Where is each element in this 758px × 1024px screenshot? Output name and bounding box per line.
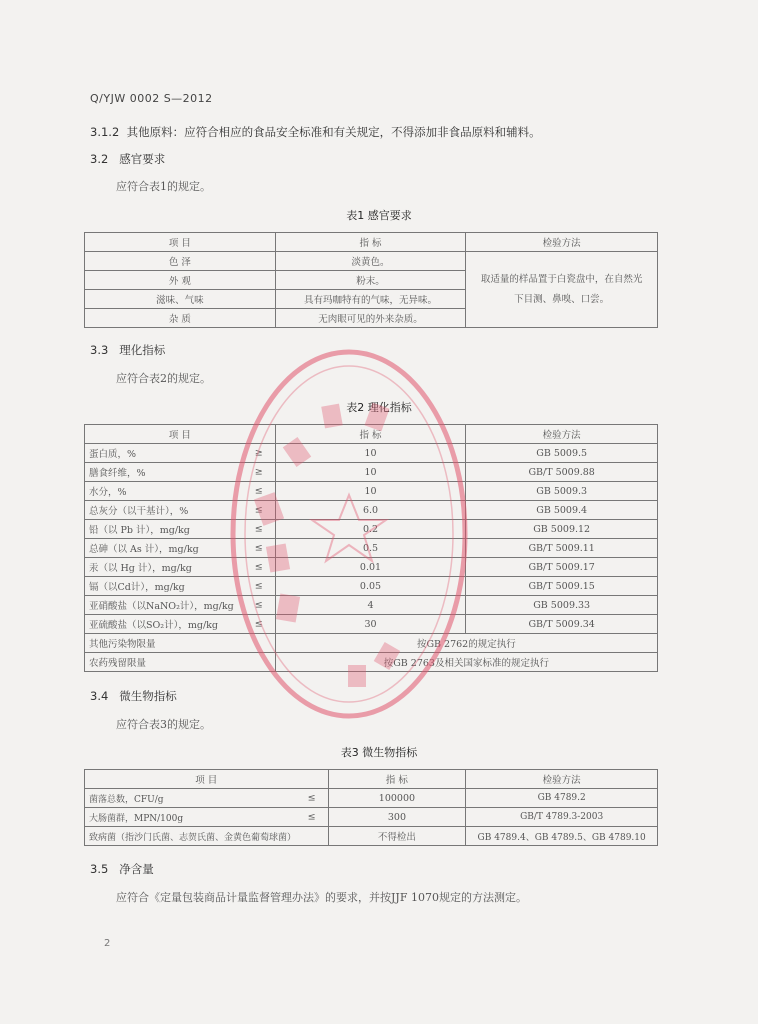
table2-item: 总灰分（以干基计），%: [89, 506, 189, 517]
standard-code: Q/YJW 0002 S—2012: [90, 92, 213, 105]
table2-item-cell: [85, 520, 276, 539]
table2-value: 10: [275, 463, 466, 482]
section-3-4-text: 应符合表3的规定。: [116, 718, 211, 731]
section-3-5-text: 应符合《定量包装商品计量监督管理办法》的要求，并按JJF 1070规定的方法测定。: [116, 891, 527, 904]
table2-method: GB 5009.4: [466, 501, 658, 520]
section-number: 3.5: [90, 862, 109, 876]
table2-method: GB 5009.33: [466, 596, 658, 615]
section-number: 3.2: [90, 152, 109, 166]
table2-item: 其他污染物限量: [85, 634, 276, 653]
table2-value: 10: [275, 482, 466, 501]
table2-item: 镉（以Cd计），mg/kg: [89, 582, 185, 593]
table2-value: 30: [275, 615, 466, 634]
table2-item-cell: [85, 596, 276, 615]
table2-item-cell: [85, 539, 276, 558]
table2-method: GB 5009.3: [466, 482, 658, 501]
table-physicochemical: [84, 424, 658, 672]
table3-method: GB/T 4789.3-2003: [466, 808, 658, 827]
section-3-2-heading: [90, 151, 165, 167]
table2-item-cell: [85, 482, 276, 501]
table2-row: [85, 653, 658, 672]
table1-cell: 无肉眼可见的外来杂质。: [275, 309, 466, 328]
table3-row: [85, 808, 658, 827]
table2-item-cell: [85, 558, 276, 577]
table3-row: [85, 827, 658, 846]
table2-value: 6.0: [275, 501, 466, 520]
table1-method-cell: [466, 252, 658, 328]
table3-item-cell: [85, 789, 329, 808]
table2-span-text: 按GB 2763及相关国家标准的规定执行: [275, 653, 657, 672]
table2-row: [85, 615, 658, 634]
table3-method: GB 4789.2: [466, 789, 658, 808]
table2-method: GB 5009.5: [466, 444, 658, 463]
table2-method: GB/T 5009.15: [466, 577, 658, 596]
comparison-symbol: ≥: [254, 466, 263, 478]
comparison-symbol: ≤: [254, 485, 263, 497]
table2-row: [85, 520, 658, 539]
table2-item: 亚硫酸盐（以SO₂计），mg/kg: [89, 620, 218, 631]
table1-cell: 色 泽: [85, 252, 276, 271]
table3-item: 大肠菌群，MPN/100g: [89, 813, 184, 824]
table1-caption: 表1 感官要求: [346, 209, 412, 222]
clause-text: 其他原料：应符合相应的食品安全标准和有关规定，不得添加非食品原料和辅料。: [126, 125, 541, 139]
table2-item-cell: [85, 501, 276, 520]
table2-row: [85, 444, 658, 463]
section-title: 微生物指标: [119, 689, 177, 703]
table2-value: 10: [275, 444, 466, 463]
table2-row: [85, 539, 658, 558]
table-microbiological: [84, 769, 658, 846]
table1-method-line: 下目测、鼻嗅、口尝。: [514, 293, 610, 305]
table2-header-method: 检验方法: [466, 425, 658, 444]
comparison-symbol: ≤: [254, 542, 263, 554]
section-title: 感官要求: [119, 152, 166, 166]
table2-row: [85, 596, 658, 615]
table3-item: 致病菌（指沙门氏菌、志贺氏菌、金黄色葡萄球菌）: [89, 832, 297, 843]
section-number: 3.3: [90, 343, 109, 357]
table2-value: 0.05: [275, 577, 466, 596]
table3-value: 100000: [328, 789, 466, 808]
comparison-symbol: ≤: [254, 561, 263, 573]
table2-header-item: 项 目: [85, 425, 276, 444]
table3-caption: 表3 微生物指标: [340, 746, 418, 759]
table2-method: GB/T 5009.11: [466, 539, 658, 558]
table2-item: 汞（以 Hg 计），mg/kg: [89, 563, 192, 574]
table2-value: 4: [275, 596, 466, 615]
table2-item: 铅（以 Pb 计），mg/kg: [89, 525, 190, 536]
table2-span-text: 按GB 2762的规定执行: [275, 634, 657, 653]
page-number: 2: [104, 938, 111, 949]
table2-caption: 表2 理化指标: [346, 401, 412, 414]
table2-method: GB/T 5009.17: [466, 558, 658, 577]
section-3-2-text: 应符合表1的规定。: [116, 180, 211, 193]
table2-row: [85, 634, 658, 653]
table3-value: 300: [328, 808, 466, 827]
table1-header-indicator: 指 标: [275, 233, 466, 252]
table2-method: GB 5009.12: [466, 520, 658, 539]
table2-item: 蛋白质，%: [89, 449, 137, 460]
table2-item-cell: [85, 577, 276, 596]
table2-row: [85, 482, 658, 501]
comparison-symbol: ≤: [254, 580, 263, 592]
table3-value: 不得检出: [328, 827, 466, 846]
table2-row: [85, 463, 658, 482]
table2-item: 亚硝酸盐（以NaNO₂计），mg/kg: [89, 601, 234, 612]
table2-item-cell: [85, 615, 276, 634]
table3-row: [85, 789, 658, 808]
table3-item: 菌落总数，CFU/g: [89, 794, 164, 805]
section-number: 3.4: [90, 689, 109, 703]
table1-cell: 粉末。: [275, 271, 466, 290]
table2-row: [85, 558, 658, 577]
table3-header-item: 项 目: [85, 770, 329, 789]
table3-item-cell: [85, 827, 329, 846]
table2-value: 0.01: [275, 558, 466, 577]
comparison-symbol: ≤: [307, 792, 316, 804]
comparison-symbol: ≤: [254, 599, 263, 611]
table1-cell: 滋味、气味: [85, 290, 276, 309]
table2-method: GB/T 5009.88: [466, 463, 658, 482]
section-3-5-heading: [90, 861, 154, 877]
table2-method: GB/T 5009.34: [466, 615, 658, 634]
table1-cell: 具有玛咖特有的气味，无异味。: [275, 290, 466, 309]
table2-item-cell: [85, 444, 276, 463]
table2-row: [85, 577, 658, 596]
section-3-3-heading: [90, 342, 165, 358]
section-title: 净含量: [119, 862, 154, 876]
comparison-symbol: ≤: [254, 523, 263, 535]
table3-header-method: 检验方法: [466, 770, 658, 789]
clause-3-1-2: [90, 124, 541, 140]
table3-method: GB 4789.4、GB 4789.5、GB 4789.10: [466, 827, 658, 846]
section-3-4-heading: [90, 688, 177, 704]
table3-header-indicator: 指 标: [328, 770, 466, 789]
section-3-3-text: 应符合表2的规定。: [116, 372, 211, 385]
table1-header-item: 项 目: [85, 233, 276, 252]
clause-number: 3.1.2: [90, 125, 120, 139]
table2-item: 水分，%: [89, 487, 127, 498]
comparison-symbol: ≤: [307, 811, 316, 823]
table2-item: 总砷（以 As 计），mg/kg: [89, 544, 199, 555]
section-title: 理化指标: [119, 343, 166, 357]
comparison-symbol: ≤: [254, 618, 263, 630]
table2-item: 膳食纤维，%: [89, 468, 146, 479]
comparison-symbol: ≥: [254, 447, 263, 459]
table2-item-cell: [85, 463, 276, 482]
table3-item-cell: [85, 808, 329, 827]
table2-value: 0.5: [275, 539, 466, 558]
table1-header-method: 检验方法: [466, 233, 658, 252]
table2-row: [85, 501, 658, 520]
table-sensory: [84, 232, 658, 328]
table2-header-indicator: 指 标: [275, 425, 466, 444]
table1-method-line: 取适量的样品置于白瓷盘中，在自然光: [480, 273, 643, 285]
table1-cell: 杂 质: [85, 309, 276, 328]
table1-cell: 淡黄色。: [275, 252, 466, 271]
table2-value: 0.2: [275, 520, 466, 539]
table2-item: 农药残留限量: [85, 653, 276, 672]
comparison-symbol: ≤: [254, 504, 263, 516]
table1-cell: 外 观: [85, 271, 276, 290]
